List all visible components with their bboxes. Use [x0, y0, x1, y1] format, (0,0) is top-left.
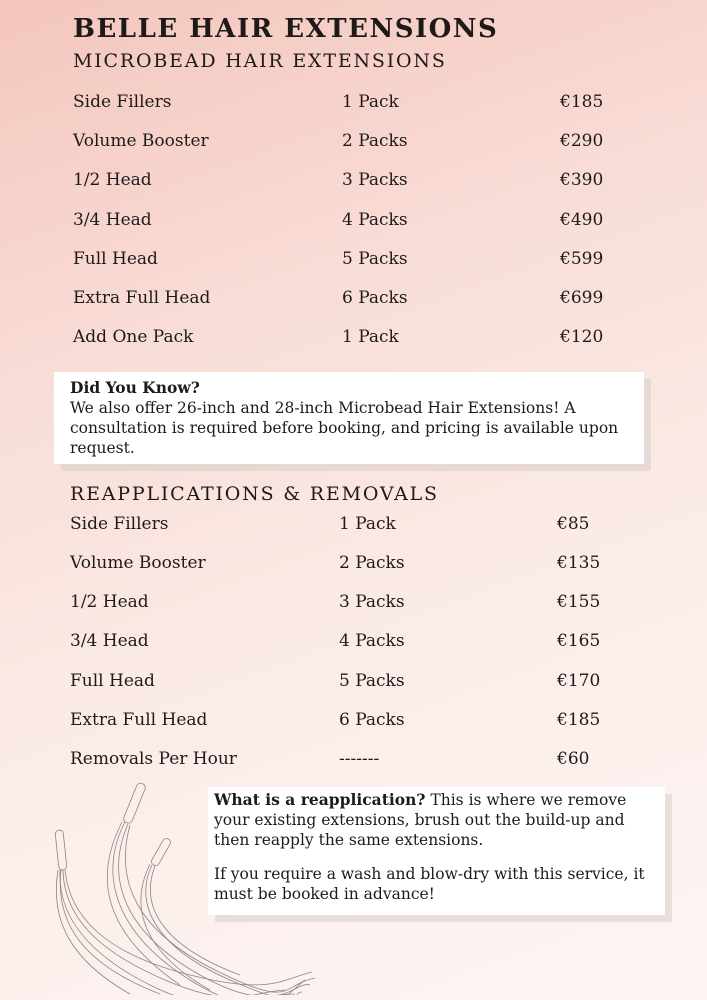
hair-strand	[56, 870, 130, 994]
pack-count: 2 Packs	[342, 131, 408, 151]
service-name: Extra Full Head	[70, 710, 208, 730]
service-name: Full Head	[73, 249, 158, 269]
pack-count: 1 Pack	[342, 327, 399, 347]
service-price: €699	[560, 288, 604, 308]
service-price: €155	[557, 592, 601, 612]
service-price: €60	[557, 749, 590, 769]
reapplications-section-title: REAPPLICATIONS & REMOVALS	[70, 483, 439, 505]
bead-tip-shape	[55, 830, 67, 871]
service-name: Side Fillers	[73, 92, 172, 112]
service-name: Removals Per Hour	[70, 749, 237, 769]
service-name: Extra Full Head	[73, 288, 211, 308]
pack-count: 4 Packs	[339, 631, 405, 651]
pack-count: 3 Packs	[339, 592, 405, 612]
pack-count: 5 Packs	[339, 671, 405, 691]
bead-tip-shape	[150, 837, 172, 867]
service-name: Side Fillers	[70, 514, 169, 534]
service-price: €599	[560, 249, 604, 269]
service-name: 1/2 Head	[70, 592, 149, 612]
wash-blow-dry-note: If you require a wash and blow-dry with this service, it must be booked in advance!	[214, 865, 645, 903]
pack-count: 1 Pack	[339, 514, 396, 534]
service-name: Volume Booster	[73, 131, 209, 151]
microbead-section-title: MICROBEAD HAIR EXTENSIONS	[73, 50, 447, 72]
pack-count: -------	[339, 749, 380, 769]
service-price: €135	[557, 553, 601, 573]
service-name: 1/2 Head	[73, 170, 152, 190]
service-name: Volume Booster	[70, 553, 206, 573]
service-name: 3/4 Head	[70, 631, 149, 651]
reapplication-text: This is where we remove your existing extensions, brush out the build-up and then reapply the same extensions.	[214, 791, 627, 849]
service-price: €390	[560, 170, 604, 190]
pack-count: 4 Packs	[342, 210, 408, 230]
bead-tip-shape	[122, 782, 146, 824]
brand-title: BELLE HAIR EXTENSIONS	[73, 14, 499, 44]
service-price: €290	[560, 131, 604, 151]
service-name: 3/4 Head	[73, 210, 152, 230]
pack-count: 6 Packs	[342, 288, 408, 308]
service-price: €165	[557, 631, 601, 651]
service-price: €185	[557, 710, 601, 730]
service-price: €120	[560, 327, 604, 347]
pack-count: 5 Packs	[342, 249, 408, 269]
did-you-know-card	[54, 372, 644, 464]
pack-count: 3 Packs	[342, 170, 408, 190]
service-price: €490	[560, 210, 604, 230]
reapplication-heading: What is a reapplication?	[214, 790, 426, 809]
did-you-know-heading: Did You Know?	[70, 378, 200, 397]
reapplication-info-card	[208, 787, 665, 915]
service-price: €85	[557, 514, 590, 534]
service-price: €185	[560, 92, 604, 112]
pack-count: 2 Packs	[339, 553, 405, 573]
service-price: €170	[557, 671, 601, 691]
pack-count: 6 Packs	[339, 710, 405, 730]
service-name: Add One Pack	[73, 327, 194, 347]
service-name: Full Head	[70, 671, 155, 691]
pack-count: 1 Pack	[342, 92, 399, 112]
did-you-know-text: We also offer 26-inch and 28-inch Microbead Hair Extensions! A consultation is required before booking, and pricing is available upon request.	[70, 399, 619, 457]
